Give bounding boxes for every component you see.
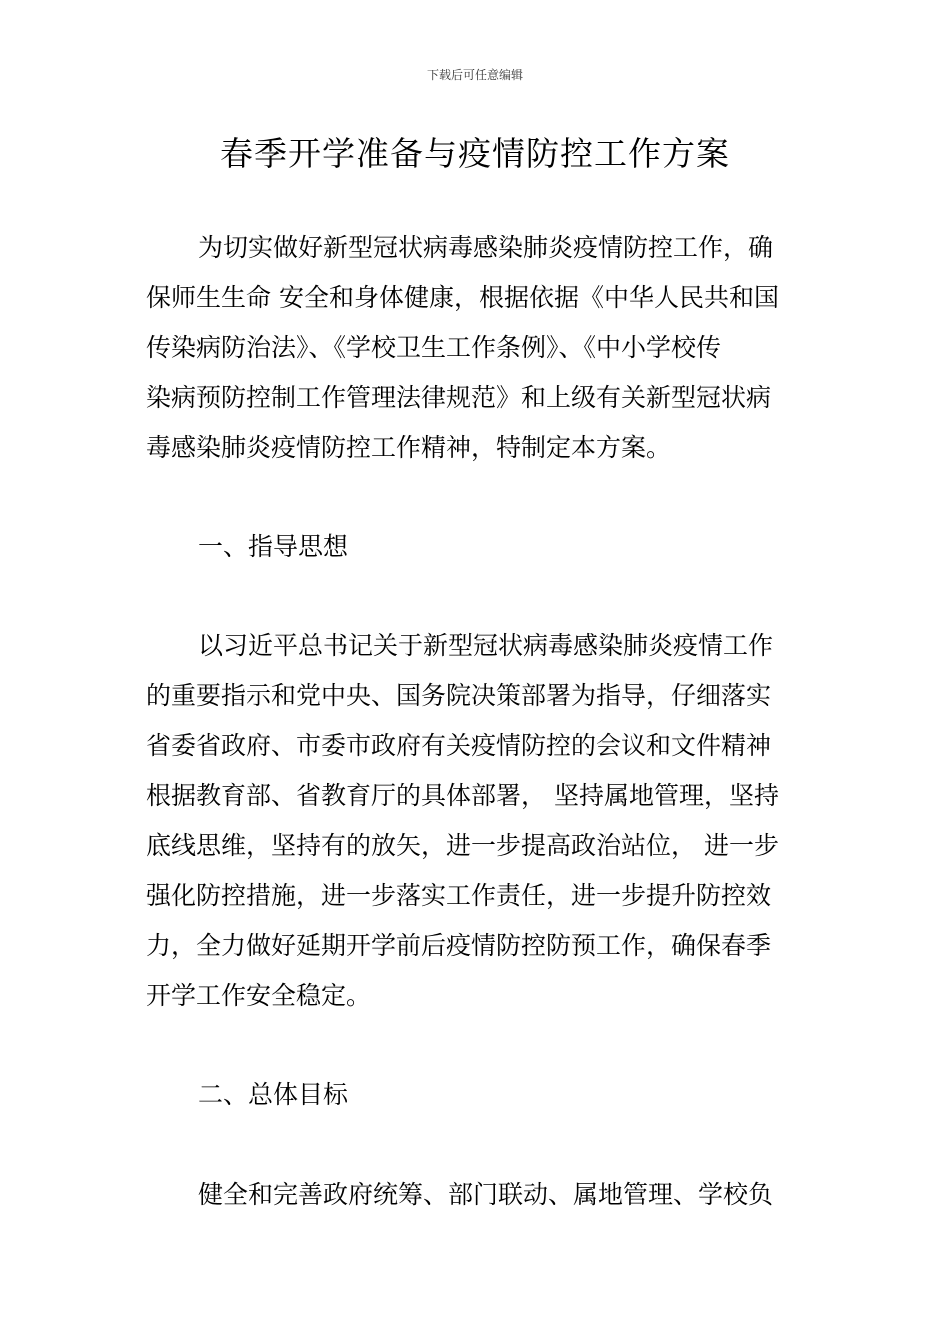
section-heading: 二、总体目标 (198, 1080, 349, 1109)
section-heading: 一、指导思想 (198, 532, 349, 561)
paragraph-line: 健全和完善政府统筹、部门联动、属地管理、学校负 (198, 1180, 774, 1209)
paragraph-line: 根据教育部、省教育厅的具体部署， 坚持属地管理，坚持 (146, 781, 779, 810)
paragraph-line: 开学工作安全稳定。 (146, 981, 372, 1010)
paragraph-line: 力，全力做好延期开学前后疫情防控防预工作，确保春季 (146, 931, 772, 960)
paragraph-line: 保师生生命 安全和身体健康，根据依据《中华人民共和国 (146, 283, 779, 312)
paragraph-line: 底线思维，坚持有的放矢，进一步提高政治站位， 进一步 (146, 831, 779, 860)
paragraph-line: 强化防控措施，进一步落实工作责任，进一步提升防控效 (146, 881, 772, 910)
paragraph-line: 毒感染肺炎疫情防控工作精神，特制定本方案。 (146, 433, 672, 462)
paragraph-line: 以习近平总书记关于新型冠状病毒感染肺炎疫情工作 (198, 631, 774, 660)
paragraph-line: 的重要指示和党中央、国务院决策部署为指导，仔细落实 (146, 681, 772, 710)
paragraph-line: 传染病防治法》、《学校卫生工作条例》、《中小学校传 (146, 333, 722, 362)
paragraph-line: 为切实做好新型冠状病毒感染肺炎疫情防控工作，确 (198, 233, 774, 262)
document-title: 春季开学准备与疫情防控工作方案 (220, 134, 730, 173)
paragraph-line: 染病预防控制工作管理法律规范》和上级有关新型冠状病 (146, 383, 772, 412)
header-note: 下载后可任意编辑 (426, 68, 523, 82)
paragraph-line: 省委省政府、市委市政府有关疫情防控的会议和文件精神 (146, 731, 772, 760)
